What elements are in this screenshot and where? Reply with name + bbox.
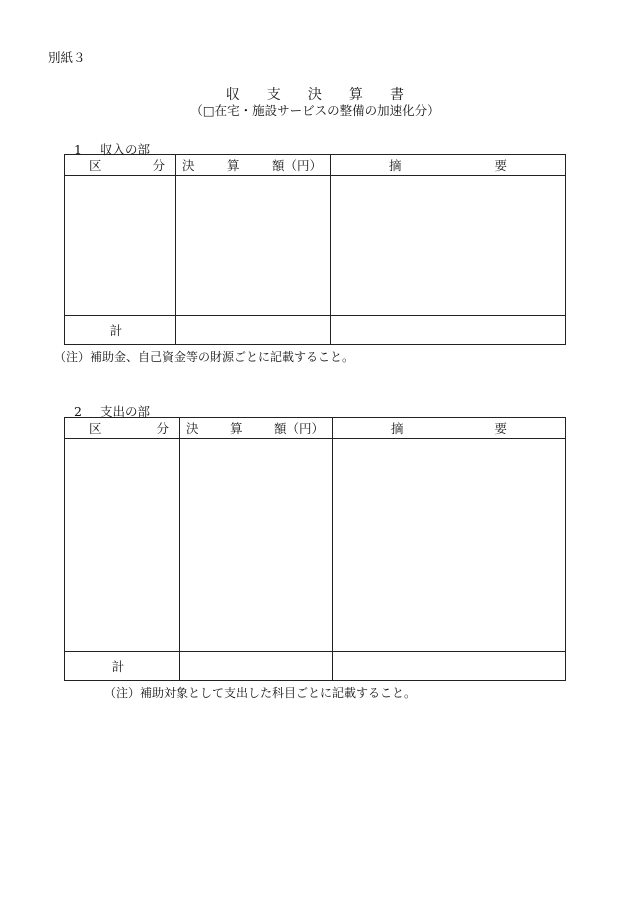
document-subtitle: （□在宅・施設サービスの整備の加速化分） bbox=[190, 103, 440, 118]
title-char: 収 bbox=[225, 87, 240, 103]
amount-cell[interactable] bbox=[176, 176, 331, 316]
income-note: （注）補助金、自己資金等の財源ごとに記載すること。 bbox=[54, 350, 355, 364]
header-category: 区 分 bbox=[65, 418, 180, 439]
title-char: 決 bbox=[307, 87, 323, 103]
expenditure-header-row bbox=[65, 418, 566, 439]
expenditure-total-row bbox=[65, 652, 566, 681]
appendix-label: 別紙３ bbox=[48, 50, 86, 65]
total-summary-cell[interactable] bbox=[331, 316, 566, 345]
expenditure-table bbox=[64, 417, 566, 681]
income-header-row bbox=[65, 155, 566, 176]
total-summary-cell[interactable] bbox=[333, 652, 566, 681]
income-total-row bbox=[65, 316, 566, 345]
amount-cell[interactable] bbox=[180, 439, 333, 652]
total-label: 計 bbox=[65, 652, 180, 681]
section-title: 収入の部 bbox=[100, 142, 151, 157]
section-title: 支出の部 bbox=[100, 404, 151, 419]
total-amount-cell[interactable] bbox=[180, 652, 333, 681]
title-char: 支 bbox=[266, 87, 282, 103]
header-summary: 摘 要 bbox=[331, 155, 566, 176]
header-summary: 摘 要 bbox=[333, 418, 566, 439]
expenditure-entry-row bbox=[65, 439, 566, 652]
header-category: 区 分 bbox=[65, 155, 176, 176]
total-label: 計 bbox=[65, 316, 176, 345]
category-cell[interactable] bbox=[65, 439, 180, 652]
summary-cell[interactable] bbox=[333, 439, 566, 652]
header-amount: 決 算 額（円） bbox=[180, 418, 333, 439]
income-table bbox=[64, 154, 566, 345]
category-cell[interactable] bbox=[65, 176, 176, 316]
section-number: 2 bbox=[74, 404, 82, 419]
total-amount-cell[interactable] bbox=[176, 316, 331, 345]
header-amount: 決 算 額（円） bbox=[176, 155, 331, 176]
title-char: 算 bbox=[348, 87, 364, 103]
section-number: 1 bbox=[74, 142, 82, 157]
title-char: 書 bbox=[390, 87, 405, 103]
summary-cell[interactable] bbox=[331, 176, 566, 316]
income-entry-row bbox=[65, 176, 566, 316]
expenditure-note: （注）補助対象として支出した科目ごとに記載すること。 bbox=[104, 686, 417, 700]
